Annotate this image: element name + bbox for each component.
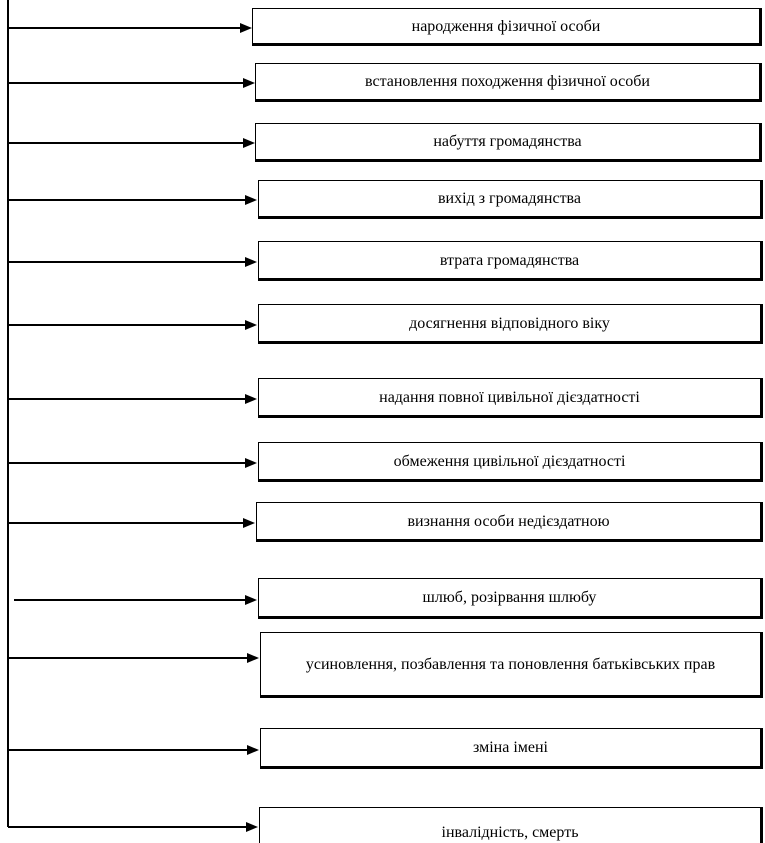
item-box bbox=[260, 632, 763, 698]
connector-line bbox=[8, 324, 245, 326]
item-label: інвалідність, смерть bbox=[441, 824, 579, 841]
item-label: втрата громадянства bbox=[439, 251, 580, 269]
arrowhead-icon bbox=[243, 138, 255, 148]
connector-line bbox=[8, 27, 240, 29]
item-box bbox=[252, 8, 762, 46]
connector-line bbox=[8, 826, 246, 828]
main-vertical-line bbox=[7, 0, 9, 827]
item-box bbox=[255, 63, 762, 102]
item-box bbox=[258, 578, 763, 619]
connector-line bbox=[8, 398, 245, 400]
item-box bbox=[256, 502, 763, 542]
item-box bbox=[258, 304, 763, 344]
item-label: досягнення відповідного віку bbox=[409, 314, 610, 332]
arrowhead-icon bbox=[247, 745, 259, 755]
item-label: усиновлення, позбавлення та поновлення батьківських прав bbox=[305, 655, 716, 673]
item-label: вихід з громадянства bbox=[438, 190, 581, 207]
arrowhead-icon bbox=[243, 78, 255, 88]
connector-line bbox=[8, 657, 247, 659]
item-label: зміна імені bbox=[472, 739, 548, 756]
arrowhead-icon bbox=[247, 653, 259, 663]
connector-line bbox=[8, 462, 245, 464]
connector-line bbox=[8, 142, 243, 144]
item-box bbox=[260, 728, 763, 769]
item-box bbox=[258, 241, 763, 281]
item-box bbox=[259, 807, 763, 843]
arrowhead-icon bbox=[245, 195, 257, 205]
item-label: набуття громадянства bbox=[433, 133, 582, 150]
connector-line bbox=[14, 599, 245, 601]
item-label: народження фізичної особи bbox=[411, 17, 601, 35]
item-label: обмеження цивільної дієздатності bbox=[393, 452, 626, 470]
item-box bbox=[258, 180, 763, 219]
connector-line bbox=[8, 522, 243, 524]
arrowhead-icon bbox=[240, 23, 252, 33]
connector-line bbox=[8, 261, 245, 263]
item-box bbox=[258, 378, 763, 418]
arrowhead-icon bbox=[245, 257, 257, 267]
arrowhead-icon bbox=[245, 458, 257, 468]
item-label: надання повної цивільної дієздатності bbox=[379, 388, 640, 406]
arrowhead-icon bbox=[245, 320, 257, 330]
arrowhead-icon bbox=[243, 518, 255, 528]
arrowhead-icon bbox=[245, 595, 257, 605]
arrowhead-icon bbox=[245, 394, 257, 404]
item-box bbox=[255, 123, 762, 162]
item-label: шлюб, розірвання шлюбу bbox=[422, 589, 597, 606]
item-label: встановлення походження фізичної особи bbox=[365, 73, 650, 90]
connector-line bbox=[8, 199, 245, 201]
item-label: визнання особи недієздатною bbox=[407, 512, 610, 530]
connector-line bbox=[8, 749, 247, 751]
arrowhead-icon bbox=[246, 822, 258, 832]
item-box bbox=[258, 442, 763, 482]
connector-line bbox=[8, 82, 243, 84]
